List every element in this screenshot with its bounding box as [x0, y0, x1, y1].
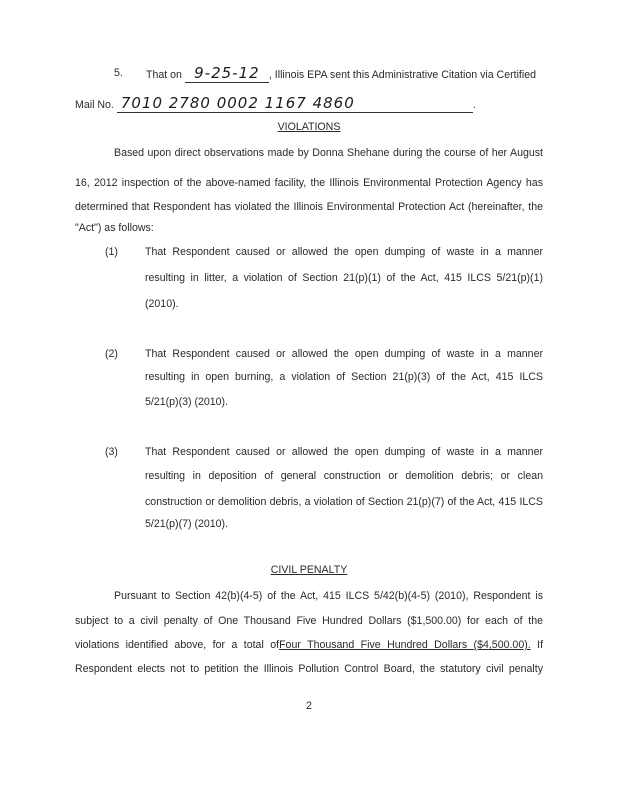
mail-number-blank: [117, 96, 473, 113]
civil-penalty-line-4: Respondent elects not to petition the Illinois Pollution Control Board, the statutory civil penalty: [75, 663, 543, 675]
violation-1-line-1: That Respondent caused or allowed the open dumping of waste in a manner: [145, 246, 543, 258]
item-5-text-before-date: That on: [146, 69, 182, 81]
civil-penalty-line-3: [75, 638, 543, 652]
violation-2-line-2: resulting in open burning, a violation of Section 21(p)(3) of the Act, 415 ILCS: [145, 371, 543, 383]
violation-2-line-3: 5/21(p)(3) (2010).: [145, 396, 229, 408]
violations-intro-line-4: "Act") as follows:: [75, 222, 154, 234]
violation-2-line-1: That Respondent caused or allowed the open dumping of waste in a manner: [145, 348, 543, 360]
violations-intro-line-2: 16, 2012 inspection of the above-named facility, the Illinois Environmental Protection Agency has: [75, 177, 543, 189]
violation-3-number: (3): [105, 446, 118, 458]
violation-3-line-1: That Respondent caused or allowed the open dumping of waste in a manner: [145, 446, 543, 458]
civil-penalty-line-1: Pursuant to Section 42(b)(4-5) of the Act, 415 ILCS 5/42(b)(4-5) (2010), Respondent is: [114, 590, 543, 602]
item-5-line-1: [146, 66, 536, 83]
violation-2-number: (2): [105, 348, 118, 360]
violation-3-line-2: resulting in deposition of general construction or demolition debris; or clean: [145, 470, 543, 482]
mail-end: .: [472, 99, 476, 111]
civil-penalty-heading: CIVIL PENALTY: [270, 564, 348, 576]
violation-1-line-2: resulting in litter, a violation of Section 21(p)(1) of the Act, 415 ILCS 5/21(p)(1): [145, 272, 543, 284]
civil-penalty-line-3-after: If: [537, 639, 544, 651]
page-number: 2: [306, 700, 312, 712]
mail-label: Mail No.: [75, 99, 114, 111]
civil-penalty-line-2: subject to a civil penalty of One Thousand Five Hundred Dollars ($1,500.00) for each of the: [75, 615, 543, 627]
total-penalty-amount: Four Thousand Five Hundred Dollars ($4,500.00).: [279, 639, 531, 651]
civil-penalty-line-3-before: violations identified above, for a total of: [75, 639, 280, 651]
date-blank: [185, 66, 269, 83]
violation-3-line-4: 5/21(p)(7) (2010).: [145, 518, 229, 530]
violation-3-line-3: construction or demolition debris, a violation of Section 21(p)(7) of the Act, 415 ILCS: [145, 496, 543, 508]
violations-intro-line-3: determined that Respondent has violated the Illinois Environmental Protection Act (hereinafter, the: [75, 201, 543, 213]
violation-1-line-3: (2010).: [145, 298, 179, 310]
handwritten-mail-number: 7010 2780 0002 1167 4860: [120, 94, 355, 112]
violations-heading: VIOLATIONS: [277, 121, 341, 133]
violation-1-number: (1): [105, 246, 118, 258]
item-5-line-2: [75, 96, 476, 113]
item-5-text-after-date: , Illinois EPA sent this Administrative Citation via Certified: [268, 69, 537, 81]
handwritten-date: 9-25-12: [194, 64, 260, 82]
item-5-number: 5.: [114, 67, 123, 79]
violations-intro-line-1: Based upon direct observations made by Donna Shehane during the course of her August: [114, 147, 543, 159]
